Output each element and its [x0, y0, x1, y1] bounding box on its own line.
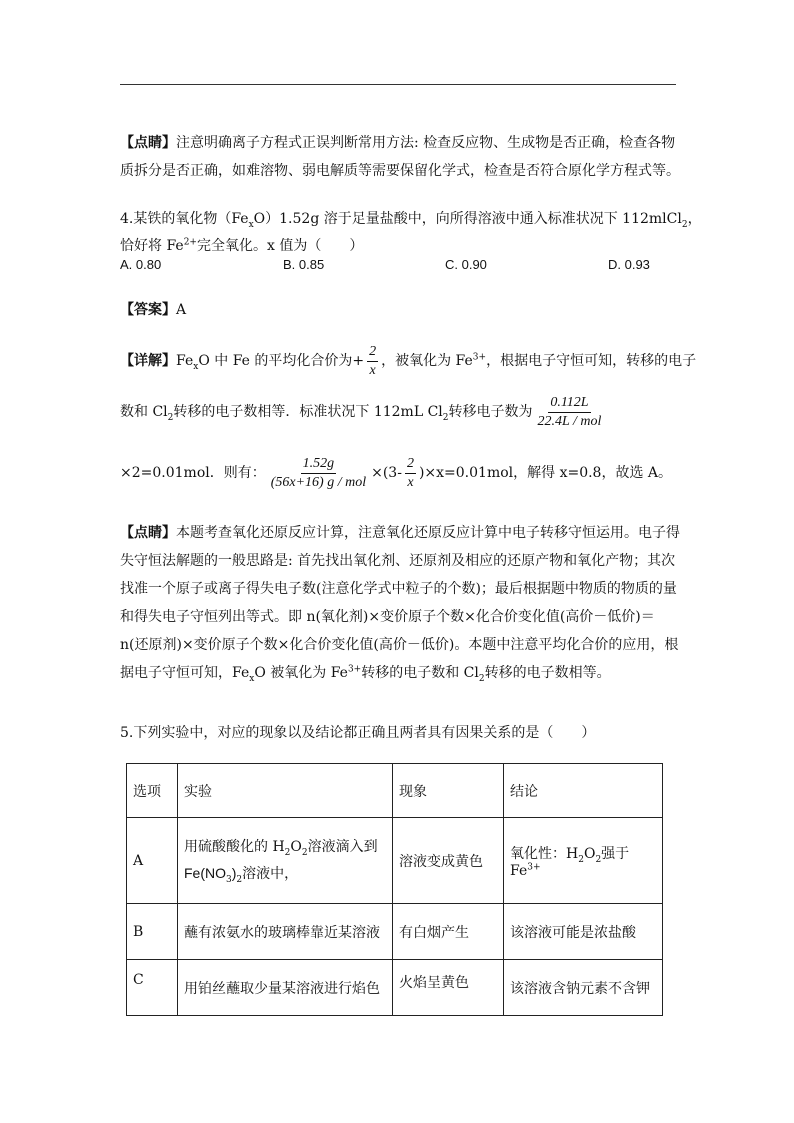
- tip-sup: 3+: [347, 664, 362, 675]
- fraction-0112-over-224: [536, 394, 604, 431]
- cell-text: 氧化性：H: [510, 845, 579, 862]
- cell-sub: 2: [578, 854, 584, 865]
- question-4-line-2: [120, 234, 680, 259]
- fraction-2-over-x: [367, 343, 378, 380]
- answer-label: 【答案】: [120, 302, 176, 318]
- tip-label: 【点睛】: [120, 525, 176, 541]
- table-cell-phenomenon: 溶液变成黄色: [393, 818, 504, 904]
- tip-text: 注意明确离子方程式正误判断常用方法: 检查反应物、生成物是否正确，检查各物质拆分是否正确，如难溶物、弱电解质等需要保留化学式，检查是否符合原化学方程式等。: [120, 135, 680, 179]
- fraction-2-over-x: [405, 455, 416, 492]
- detail-line-3: [120, 453, 680, 493]
- cell-text: O: [583, 845, 596, 862]
- option-b: B. 0.85: [283, 257, 325, 272]
- q4-text: ，: [687, 211, 702, 227]
- frac-den: x: [407, 474, 414, 490]
- tip-paragraph-1: [120, 129, 680, 185]
- q4-sup: 2+: [183, 237, 197, 248]
- table-cell-experiment: [178, 818, 393, 904]
- table-cell-experiment: 用铂丝蘸取少量某溶液进行焰色: [178, 960, 393, 1016]
- table-header-row: [127, 764, 663, 818]
- detail-text: ×(3-: [371, 465, 402, 481]
- option-c: C. 0.90: [445, 257, 487, 272]
- detail-sub: 2: [167, 412, 174, 423]
- detail-text: ，被氧化为 Fe: [381, 353, 473, 369]
- option-d: D. 0.93: [608, 257, 650, 272]
- table-cell-experiment: 蘸有浓氨水的玻璃棒靠近某溶液: [178, 904, 393, 960]
- detail-text: 数和 Cl: [120, 404, 168, 420]
- frac-num: 2: [367, 343, 378, 362]
- table-cell-conclusion: [504, 818, 663, 904]
- cell-text: 强于 Fe: [510, 845, 630, 879]
- tip-text: 本题考查氧化还原反应计算，注意氧化还原反应计算中电子转移守恒运用。电子得失守恒法解题的一般思路是: 首先找出氧化剂、还原剂及相应的还原产物和氧化产物；其次找准一个原子或离子得失电子数(注意化学式中粒子的个数)；最后根据题中物质的物质的量和得失电子守恒列出等式。即 n(氧化剂)×变价原子个数×化合价变化值(高价－低价)＝n(还原剂)×变价原子个数×化合价变化值(高价－低价)。本题中注意平均化合价的应用，根据电子守恒可知，Fe: [120, 525, 680, 681]
- q4-text: 4.某铁的氧化物（Fe: [120, 211, 249, 227]
- tip-text: 转移的电子数相等。: [484, 665, 611, 681]
- frac-den: 22.4L / mol: [537, 413, 602, 429]
- tip-label: 【点睛】: [120, 135, 176, 151]
- detail-sub: x: [193, 361, 199, 372]
- answer: [120, 298, 680, 323]
- table-cell-conclusion: 该溶液可能是浓盐酸: [504, 904, 663, 960]
- detail-text: )×x=0.01mol，解得 x=0.8，故选 A。: [418, 465, 673, 481]
- cell-text: Fe(NO: [184, 865, 226, 881]
- cell-text: O: [290, 839, 302, 855]
- table-header-cell: 现象: [393, 764, 504, 818]
- detail-label: 【详解】: [120, 353, 176, 369]
- detail-text: 转移电子数为: [448, 404, 533, 420]
- cell-sup: 3+: [527, 861, 541, 872]
- cell-text: 溶液中，: [242, 866, 299, 882]
- q4-text: 完全氧化。x 值为（ ）: [196, 238, 364, 254]
- tip-text: O 被氧化为 Fe: [254, 665, 348, 681]
- frac-num: 2: [405, 455, 416, 474]
- option-a: A. 0.80: [120, 257, 162, 272]
- tip-sub: 2: [478, 673, 485, 684]
- cell-text: 用硫酸酸化的 H: [184, 839, 285, 855]
- tip-sub: x: [249, 673, 255, 684]
- table-cell-conclusion: 该溶液含钠元素不含钾: [504, 960, 663, 1016]
- detail-text: ，根据电子守恒可知，转移的电子: [486, 353, 697, 369]
- detail-text: O 中 Fe 的平均化合价为+: [198, 353, 365, 369]
- detail-line-1: [120, 342, 697, 380]
- cell-text: 溶液滴入到: [307, 839, 378, 855]
- detail-sup: 3+: [472, 352, 487, 363]
- table-row: [127, 904, 663, 960]
- frac-num: 1.52g: [301, 455, 337, 474]
- detail-text: ×2=0.01mol．则有：: [120, 465, 266, 481]
- header-rule: [120, 84, 676, 85]
- table-cell-option: B: [127, 904, 178, 960]
- cell-sub: 2: [301, 847, 308, 858]
- table-row: [127, 960, 663, 1016]
- cell-sub: 2: [236, 874, 243, 885]
- table-cell-phenomenon: 有白烟产生: [393, 904, 504, 960]
- detail-line-2: [120, 393, 680, 431]
- table-cell-option: A: [127, 818, 178, 904]
- cell-sub: 3: [226, 874, 232, 885]
- detail-sub: 2: [442, 412, 449, 423]
- q4-sub: x: [248, 219, 254, 230]
- fraction-152-over-molar-mass: [269, 455, 368, 492]
- frac-num: 0.112L: [548, 394, 590, 413]
- q4-sub: 2: [681, 219, 688, 230]
- cell-sub: 2: [284, 847, 291, 858]
- answer-value: A: [176, 302, 187, 318]
- question-5-title: 5.下列实验中，对应的现象以及结论都正确且两者具有因果关系的是（ ）: [120, 725, 596, 741]
- frac-den: x: [369, 362, 376, 378]
- detail-text: Fe: [176, 353, 194, 369]
- detail-text: 转移的电子数相等．标准状况下 112mL Cl: [173, 404, 443, 420]
- table-header-cell: 选项: [127, 764, 178, 818]
- tip-text: 转移的电子数和 Cl: [361, 665, 479, 681]
- table-header-cell: 实验: [178, 764, 393, 818]
- table-header-cell: 结论: [504, 764, 663, 818]
- q4-text: O）1.52g 溶于足量盐酸中，向所得溶液中通入标准状况下 112mlCl: [253, 211, 682, 227]
- experiment-table: [126, 763, 663, 1016]
- table-cell-phenomenon: 火焰呈黄色: [393, 960, 504, 1016]
- question-4-line-1: [120, 207, 702, 232]
- table-row: [127, 818, 663, 904]
- cell-sub: 2: [595, 854, 602, 865]
- tip-paragraph-2: [120, 519, 680, 687]
- cell-text: ): [231, 865, 237, 881]
- frac-den: (56x+16) g / mol: [270, 474, 367, 490]
- table-cell-option: C: [127, 960, 178, 1016]
- q4-text: 恰好将 Fe: [120, 238, 184, 254]
